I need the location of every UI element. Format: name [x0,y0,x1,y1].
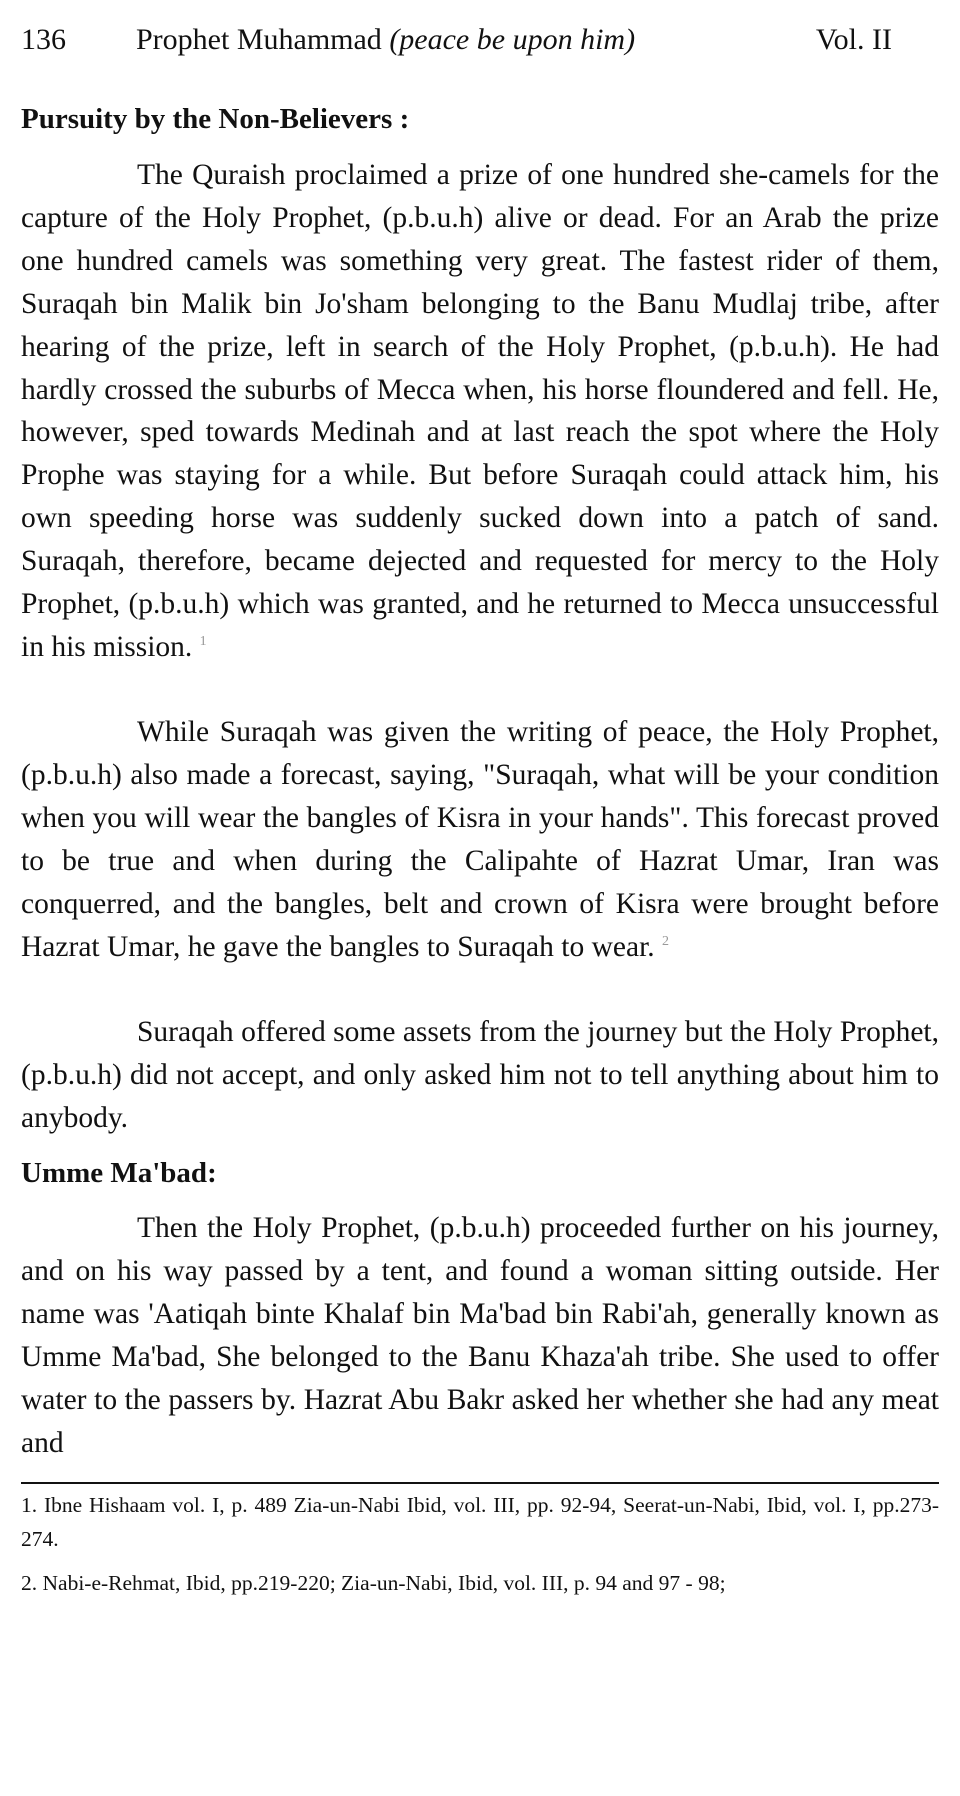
paragraph-text: Suraqah offered some assets from the journey but the Holy Prophet, (p.b.u.h) did not accept, and only asked him not to tell anything about him to anybody. [21,1016,939,1134]
footnote-divider [21,1482,939,1484]
volume-label: Vol. II [815,23,892,56]
paragraph [21,1207,939,1464]
footnote-ref: 2 [662,933,670,949]
page-number: 136 [21,23,66,56]
running-title-honorific: (peace be upon him) [389,23,636,56]
paragraph [21,154,939,669]
paragraph-text: Then the Holy Prophet, (p.b.u.h) proceeded further on his journey, and on his way passed by a tent, and found a woman sitting outside. Her name was 'Aatiqah binte Khalaf bin Ma'bad bin Rabi'ah, generally known as Umme Ma'bad, She belonged to the Banu Khaza'ah tribe. She used to offer water to the passers by. Hazrat Abu Bakr asked her whether she had any meat and [21,1212,939,1459]
running-title-text: Prophet Muhammad [136,23,382,56]
running-head [21,20,939,60]
paragraph [21,711,939,968]
paragraph-text: The Quraish proclaimed a prize of one hundred she-camels for the capture of the Holy Prophet, (p.b.u.h) alive or dead. For an Arab the prize one hundred camels was something very great. The fastest rider of them, Suraqah bin Malik bin Jo'sham belonging to the Banu Mudlaj tribe, after hearing of the prize, left in search of the Holy Prophet, (p.b.u.h). He had hardly crossed the suburbs of Mecca when, his horse floundered and fell. He, however, sped towards Medinah and at last reach the spot where the Holy Prophe was staying for a while. But before Suraqah could attack him, his own speeding horse was suddenly sucked down into a patch of sand. Suraqah, therefore, became dejected and requested for mercy to the Holy Prophet, (p.b.u.h) which was granted, and he returned to Mecca unsuccessful in his mission. [21,159,939,663]
paragraph [21,1011,939,1140]
footnote-ref: 1 [199,634,207,650]
section-heading: Umme Ma'bad: [21,1157,217,1189]
paragraph-text: While Suraqah was given the writing of peace, the Holy Prophet, (p.b.u.h) also made a forecast, saying, "Suraqah, what will be your condition when you will wear the bangles of Kisra in your hands". This forecast proved to be true and when during the Calipahte of Hazrat Umar, Iran was conquerred, and the bangles, belt and crown of Kisra were brought before Hazrat Umar, he gave the bangles to Suraqah to wear. [21,716,939,963]
footnote: 2. Nabi-e-Rehmat, Ibid, pp.219-220; Zia-un-Nabi, Ibid, vol. III, p. 94 and 97 - 98; [21,1571,726,1595]
running-title [136,20,635,60]
footnote: 1. Ibne Hishaam vol. I, p. 489 Zia-un-Nabi Ibid, vol. III, pp. 92-94, Seerat-un-Nabi, Ibid, vol. I, pp.273-274. [21,1493,939,1551]
section-heading: Pursuity by the Non-Believers : [21,103,410,135]
